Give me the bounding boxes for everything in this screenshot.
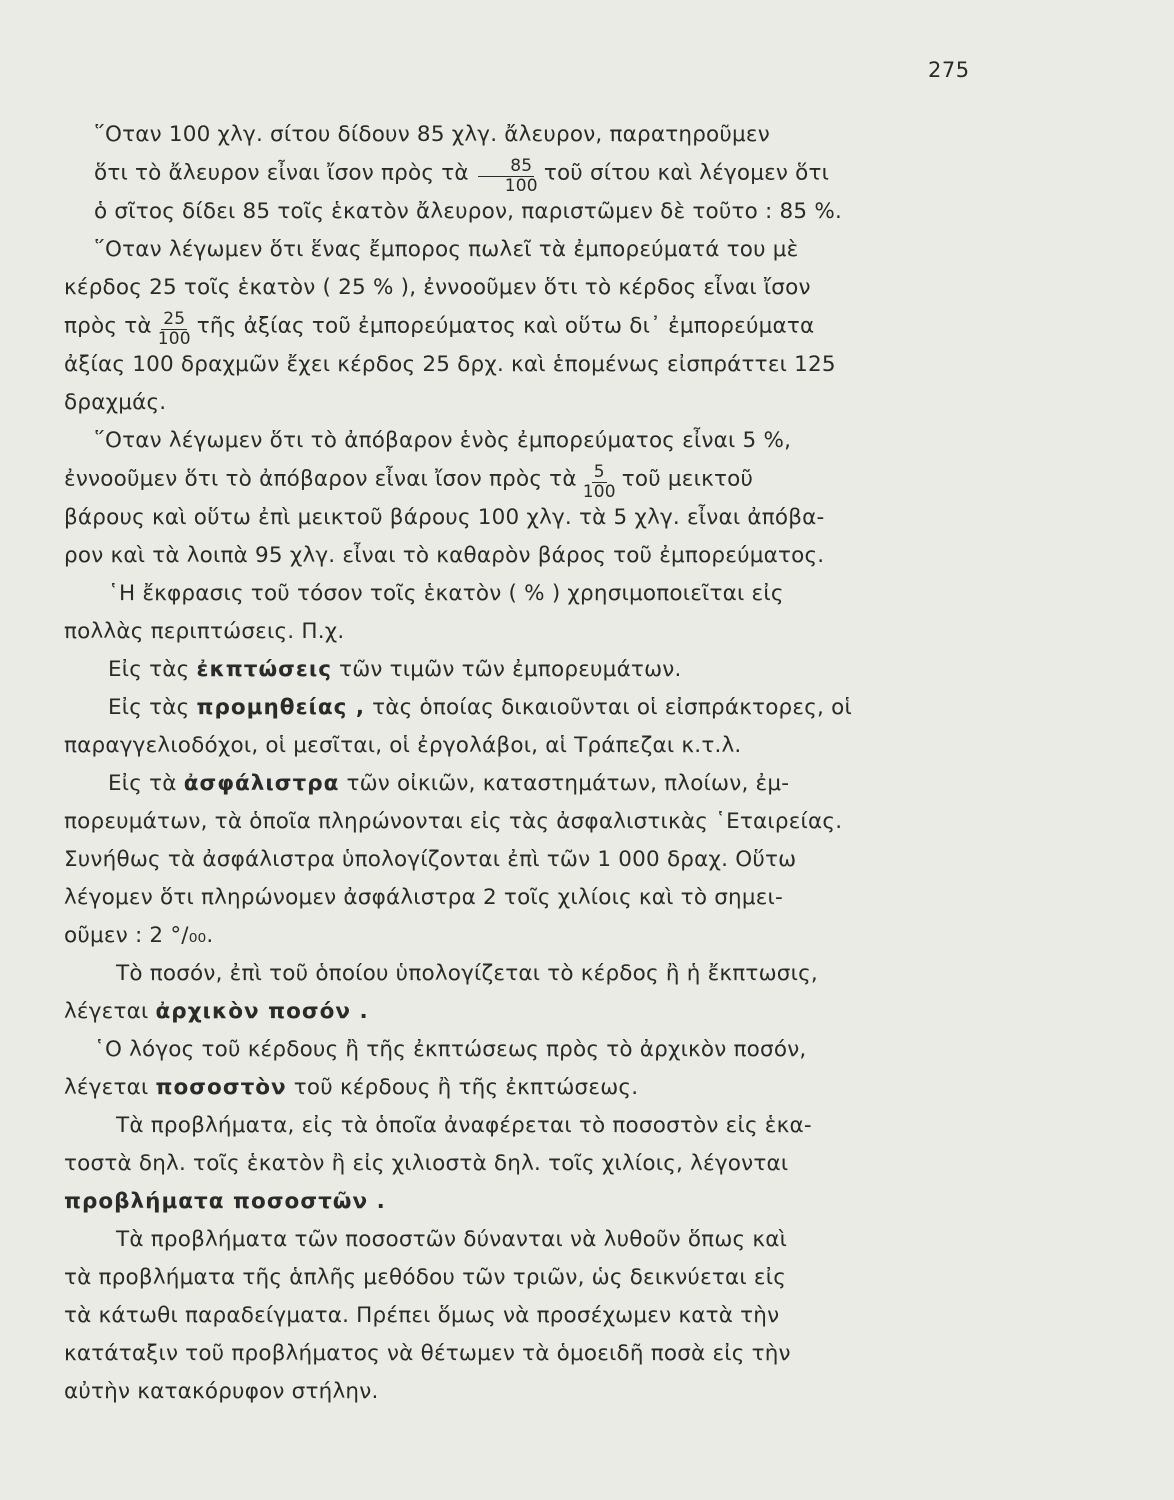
text-span: πρὸς τὰ	[64, 313, 152, 339]
text-line: ῞Οταν λέγωμεν ὅτι ἕνας ἔμπορος πωλεῖ τὰ ἐμπορεύματά του μὲ	[94, 237, 799, 262]
text-line: κέρδος 25 τοῖς ἑκατὸν ( 25 % ), ἐννοοῦμεν ὅτι τὸ κέρδος εἶναι ἴσον	[64, 275, 811, 300]
fraction-numerator: 25	[163, 309, 186, 329]
bold-term-percentage-problems: προβλήματα ποσοστῶν .	[64, 1189, 386, 1214]
text-line: ἀξίας 100 δραχμῶν ἔχει κέρδος 25 δρχ. καὶ ἑπομένως εἰσπράττει 125	[64, 352, 836, 377]
text-line	[64, 154, 984, 196]
text-line: κατάταξιν τοῦ προβλήματος νὰ θέτωμεν τὰ ὁμοειδῆ ποσὰ εἰς τὴν	[64, 1341, 791, 1366]
text-span: τῶν τιμῶν τῶν ἐμπορευμάτων.	[339, 657, 682, 682]
paragraph-1	[64, 116, 984, 231]
text-line: οῦμεν : 2 °/₀₀.	[64, 923, 214, 948]
text-span: τῶν οἰκιῶν, καταστημάτων, πλοίων, ἐμ-	[346, 771, 790, 796]
text-line: πορευμάτων, τὰ ὁποῖα πληρώνονται εἰς τὰς ἀσφαλιστικὰς ῾Εταιρείας.	[64, 809, 843, 834]
text-line	[64, 1069, 984, 1107]
text-line: Τὸ ποσόν, ἐπὶ τοῦ ὁποίου ὑπολογίζεται τὸ κέρδος ἢ ἡ ἔκπτωσις,	[116, 961, 818, 986]
text-line: τὰ προβλήματα τῆς ἁπλῆς μεθόδου τῶν τριῶν, ὡς δεικνύεται εἰς	[64, 1265, 787, 1290]
text-line: ῾Ο λόγος τοῦ κέρδους ἢ τῆς ἐκπτώσεως πρὸς τὸ ἀρχικὸν ποσόν,	[94, 1037, 807, 1062]
text-line: ὁ σῖτος δίδει 85 τοῖς ἑκατὸν ἄλευρον, παριστῶμεν δὲ τοῦτο : 85 %.	[94, 199, 842, 224]
text-line: Συνήθως τὰ ἀσφάλιστρα ὑπολογίζονται ἐπὶ τῶν 1 000 δραχ. Οὕτω	[64, 847, 797, 872]
fraction-denominator: 100	[582, 482, 616, 502]
fraction-85-100	[473, 157, 540, 196]
paragraph-9	[64, 1031, 984, 1107]
paragraph-3	[64, 422, 984, 575]
text-line: τοστὰ δηλ. τοῖς ἑκατὸν ἢ εἰς χιλιοστὰ δηλ. τοῖς χιλίοις, λέγονται	[64, 1151, 789, 1176]
text-span: ὅτι τὸ ἄλευρον εἶναι ἴσον πρὸς τὰ	[94, 160, 469, 186]
text-line: πολλὰς περιπτώσεις. Π.χ.	[64, 619, 345, 644]
text-line: δραχμάς.	[64, 390, 167, 415]
text-line	[64, 993, 984, 1031]
text-line: αὐτὴν κατακόρυφον στήλην.	[64, 1379, 379, 1404]
text-line	[64, 689, 984, 727]
text-line	[64, 765, 984, 803]
page-text	[64, 116, 984, 1411]
paragraph-10	[64, 1107, 984, 1221]
paragraph-5	[64, 651, 984, 689]
bold-term-discounts: ἐκπτώσεις	[196, 657, 332, 682]
text-line	[64, 1183, 984, 1221]
paragraph-2	[64, 231, 984, 422]
text-line	[64, 307, 984, 349]
fraction-5-100	[581, 463, 618, 502]
text-line: λέγομεν ὅτι πληρώνομεν ἀσφάλιστρα 2 τοῖς χιλίοις καὶ τὸ σημει-	[64, 885, 783, 910]
text-line: ῞Οταν λέγωμεν ὅτι τὸ ἀπόβαρον ἑνὸς ἐμπορεύματος εἶναι 5 %,	[94, 428, 792, 453]
fraction-25-100	[156, 310, 193, 349]
text-line: βάρους καὶ οὕτω ἐπὶ μεικτοῦ βάρους 100 χλγ. τὰ 5 χλγ. εἶναι ἀπόβα-	[64, 505, 825, 530]
fraction-numerator: 5	[593, 462, 605, 482]
text-span: λέγεται	[64, 999, 149, 1024]
fraction-numerator: 85	[478, 157, 534, 177]
paragraph-8	[64, 955, 984, 1031]
text-line: Τὰ προβλήματα, εἰς τὰ ὁποῖα ἀναφέρεται τὸ ποσοστὸν εἰς ἑκα-	[116, 1113, 812, 1138]
text-span: Εἰς τὰς	[108, 657, 190, 682]
text-span: Εἰς τὰ	[108, 771, 177, 796]
text-line: παραγγελιοδόχοι, οἱ μεσῖται, οἱ ἐργολάβοι, αἱ Τράπεζαι κ.τ.λ.	[64, 733, 742, 758]
text-span: τοῦ μεικτοῦ	[621, 466, 754, 492]
text-line: ρον καὶ τὰ λοιπὰ 95 χλγ. εἶναι τὸ καθαρὸν βάρος τοῦ ἐμπορεύματος.	[64, 543, 825, 568]
bold-term-insurance: ἀσφάλιστρα	[183, 771, 340, 796]
text-span: τοῦ κέρδους ἢ τῆς ἐκπτώσεως.	[293, 1075, 639, 1100]
paragraph-11	[64, 1221, 984, 1411]
text-span: λέγεται	[64, 1075, 149, 1100]
text-line: Τὰ προβλήματα τῶν ποσοστῶν δύνανται νὰ λυθοῦν ὅπως καὶ	[116, 1227, 788, 1252]
bold-term-initial-amount: ἀρχικὸν ποσόν .	[155, 999, 369, 1024]
text-line: τὰ κάτωθι παραδείγματα. Πρέπει ὅμως νὰ προσέχωμεν κατὰ τὴν	[64, 1303, 780, 1328]
bold-term-commissions: προμηθείας ,	[196, 695, 366, 720]
text-line: ῾Η ἔκφρασις τοῦ τόσον τοῖς ἑκατὸν ( % ) χρησιμοποιεῖται εἰς	[108, 581, 784, 606]
page-number: 275	[928, 58, 970, 82]
paragraph-4	[64, 575, 984, 651]
paragraph-6	[64, 689, 984, 765]
text-span: ἐννοοῦμεν ὅτι τὸ ἀπόβαρον εἶναι ἴσον πρὸς τὰ	[64, 466, 577, 492]
text-span: Εἰς τὰς	[108, 695, 190, 720]
fraction-denominator: 100	[157, 329, 191, 349]
text-line	[64, 460, 984, 502]
fraction-denominator: 100	[504, 176, 538, 196]
text-span: τὰς ὁποίας δικαιοῦνται οἱ εἰσπράκτορες, οἱ	[372, 695, 852, 720]
paragraph-7	[64, 765, 984, 955]
text-span: τοῦ σίτου καὶ λέγομεν ὅτι	[543, 160, 830, 186]
text-span: τῆς ἀξίας τοῦ ἐμπορεύματος καὶ οὕτω δι᾽ ἐμπορεύματα	[196, 313, 815, 339]
text-line	[64, 651, 984, 689]
bold-term-percentage: ποσοστὸν	[155, 1075, 287, 1100]
text-line: ῞Οταν 100 χλγ. σίτου δίδουν 85 χλγ. ἄλευρον, παρατηροῦμεν	[94, 122, 770, 147]
